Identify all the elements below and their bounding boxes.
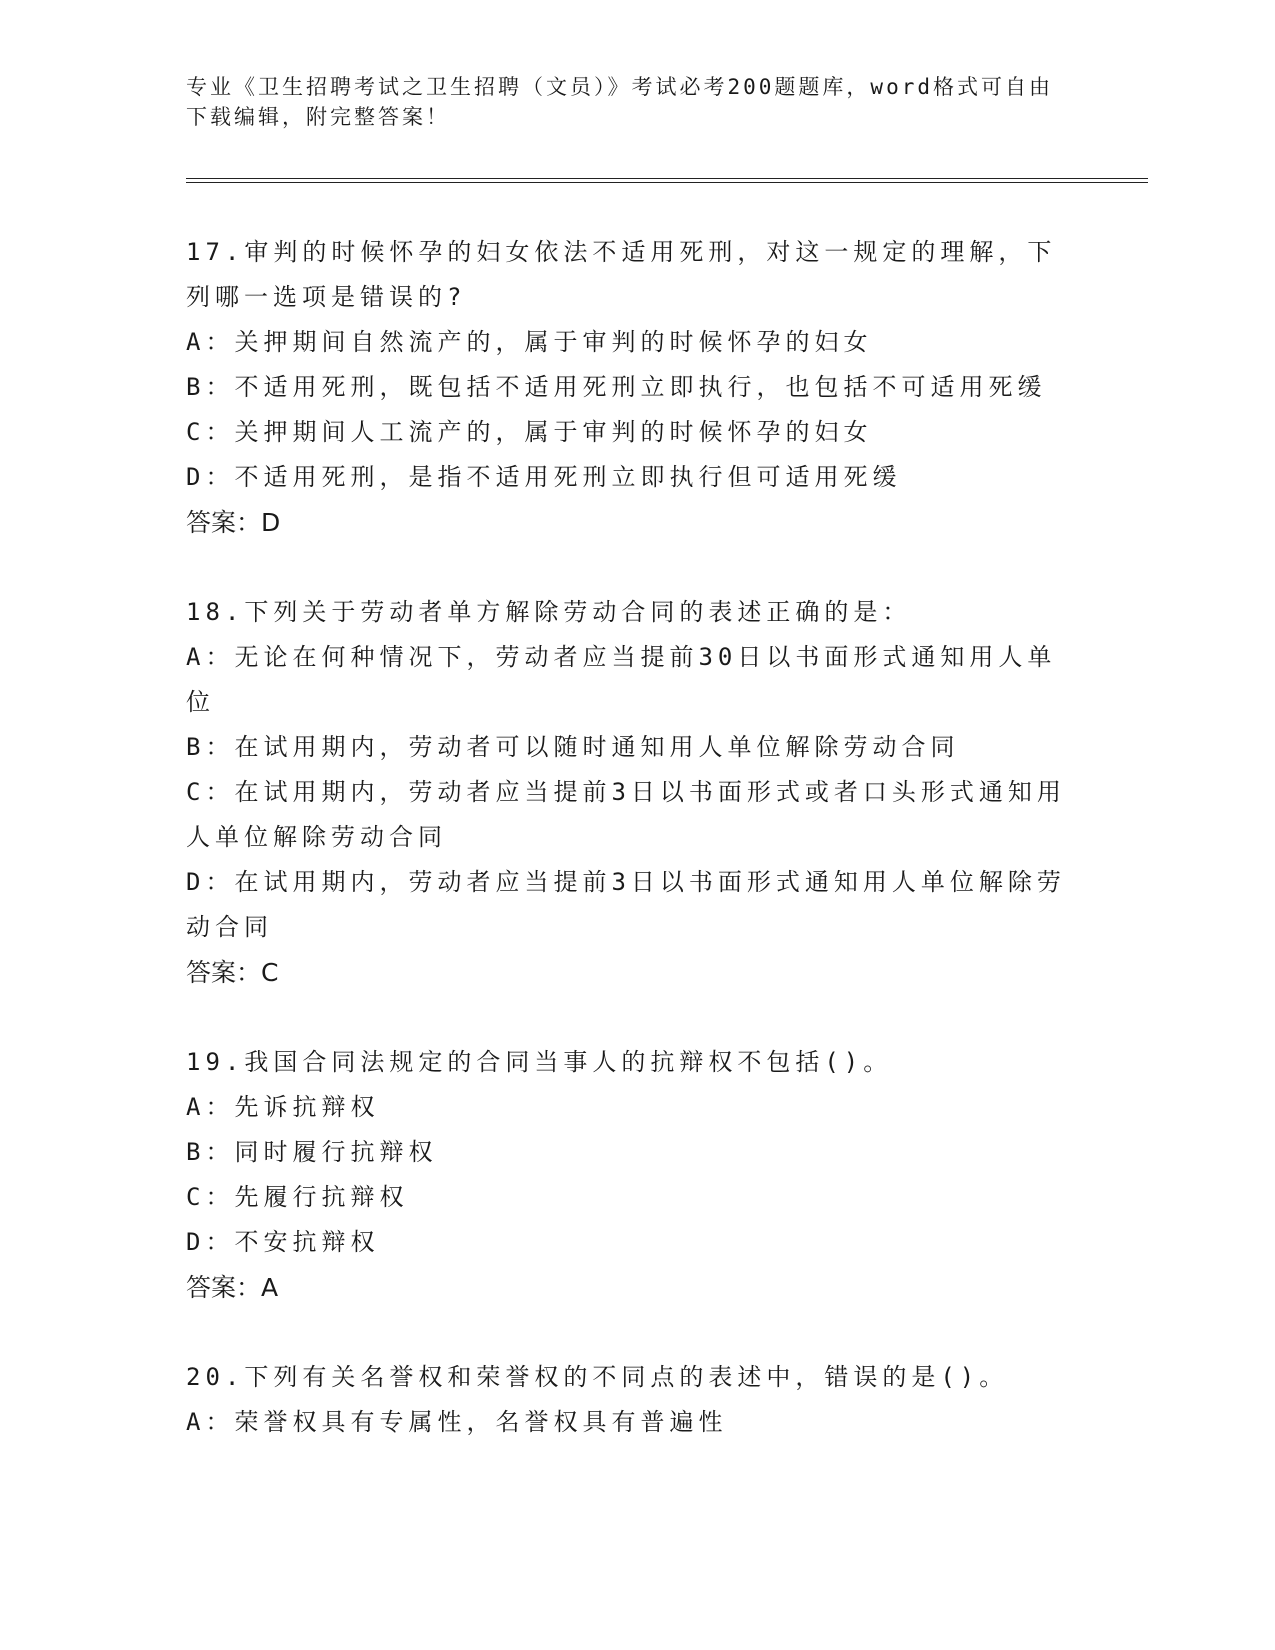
question-list: [186, 230, 1066, 1490]
option-c: C：关押期间人工流产的，属于审判的时候怀孕的妇女: [186, 418, 873, 446]
answer-label: 答案：: [186, 1273, 262, 1302]
answer-value: A: [261, 1273, 281, 1302]
option-a: A：无论在何种情况下，劳动者应当提前30日以书面形式通知用人单位: [186, 643, 1057, 716]
question-title: 19.我国合同法规定的合同当事人的抗辩权不包括()。: [186, 1048, 893, 1076]
answer-line: [186, 950, 1066, 995]
header-divider-top: [186, 178, 1148, 179]
question-19: [186, 1040, 1066, 1310]
option-d: D：在试用期内，劳动者应当提前3日以书面形式通知用人单位解除劳动合同: [186, 868, 1066, 941]
answer-line: [186, 500, 1066, 545]
option-b: B：不适用死刑，既包括不适用死刑立即执行，也包括不可适用死缓: [186, 373, 1047, 401]
option-d: D：不安抗辩权: [186, 1228, 380, 1256]
question-title: 18.下列关于劳动者单方解除劳动合同的表述正确的是：: [186, 598, 912, 626]
option-b: B：在试用期内，劳动者可以随时通知用人单位解除劳动合同: [186, 733, 960, 761]
option-a: A：关押期间自然流产的，属于审判的时候怀孕的妇女: [186, 328, 873, 356]
option-d: D：不适用死刑，是指不适用死刑立即执行但可适用死缓: [186, 463, 902, 491]
option-c: C：在试用期内，劳动者应当提前3日以书面形式或者口头形式通知用人单位解除劳动合同: [186, 778, 1066, 851]
answer-value: D: [261, 508, 283, 537]
answer-value: C: [261, 958, 281, 987]
document-header: 专业《卫生招聘考试之卫生招聘（文员）》考试必考200题题库，word格式可自由下载编辑，附完整答案！: [186, 75, 1053, 129]
answer-label: 答案：: [186, 508, 262, 537]
question-18: [186, 590, 1066, 995]
question-17: [186, 230, 1066, 545]
question-title: 17.审判的时候怀孕的妇女依法不适用死刑，对这一规定的理解，下列哪一选项是错误的?: [186, 238, 1057, 311]
option-a: A：荣誉权具有专属性，名誉权具有普遍性: [186, 1408, 728, 1436]
answer-label: 答案：: [186, 958, 262, 987]
question-title: 20.下列有关名誉权和荣誉权的不同点的表述中，错误的是()。: [186, 1363, 1009, 1391]
option-a: A：先诉抗辩权: [186, 1093, 380, 1121]
header-divider-bottom: [186, 182, 1148, 183]
question-20: [186, 1355, 1066, 1445]
option-c: C：先履行抗辩权: [186, 1183, 409, 1211]
answer-line: [186, 1265, 1066, 1310]
option-b: B：同时履行抗辩权: [186, 1138, 438, 1166]
